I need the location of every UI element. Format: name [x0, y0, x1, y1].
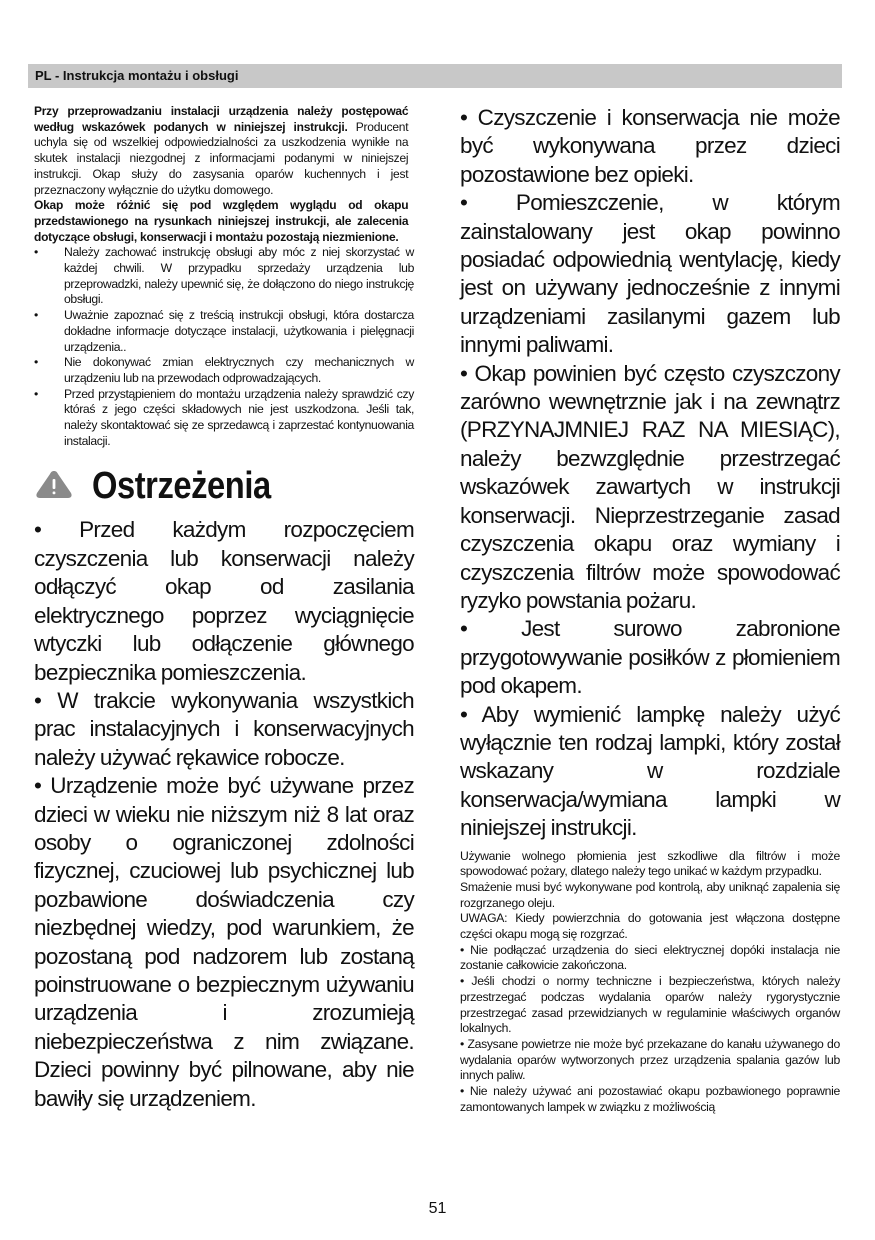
warning-triangle-icon — [34, 469, 74, 504]
small-warning-paragraph: • Zasysane powietrze nie może być przekazane do kanału używanego do wydalania oparów wytworzonych przez urządzenia spalania gazów lub innych paliw. — [460, 1037, 840, 1083]
small-warning-paragraph: Używanie wolnego płomienia jest szkodliwe dla filtrów i może spowodować pożary, dlatego należy tego unikać w każdym przypadku. — [460, 848, 840, 879]
intro-bold-paragraph — [34, 198, 408, 245]
warning-paragraph: • Przed każdym rozpoczęciem czyszczenia lub konserwacji należy odłączyć okap od zasilania elektrycznego poprzez wyciągnięcie wtyczki lub odłączenie głównego bezpiecznika pomieszczenia. — [34, 517, 414, 685]
warnings-title: Ostrzeżenia — [92, 465, 271, 508]
small-warning-paragraph: • Nie podłączać urządzenia do sieci elektrycznej dopóki instalacja nie zostanie całkowicie zakończona. — [460, 942, 840, 973]
warning-paragraph: • Pomieszczenie, w którym zainstalowany jest okap powinno posiadać odpowiednią wentylację, kiedy jest on używany jednocześnie z innymi urządzeniami zasilanymi gazem lub innymi paliwami. — [460, 190, 840, 358]
page-number: 51 — [428, 1200, 447, 1217]
intro-bold-text: Przy przeprowadzaniu instalacji urządzenia należy postępować według wskazówek podanych w niniejszej instrukcji. — [34, 104, 409, 134]
warning-paragraph: • Okap powinien być często czyszczony zarówno wewnętrznie jak i na zewnątrz (PRZYNAJMNIEJ RAZ NA MIESIĄC), należy bezwzględnie przestrzegać wskazówek zawartych w instrukcji konserwacji. Nieprzestrzeganie zasad czyszczenia okapu oraz wymiany i czyszczenia filtrów może spowodować ryzyko powstania pożaru. — [460, 360, 840, 613]
list-item: • Należy zachować instrukcję obsługi aby móc z niej skorzystać w każdej chwili. W przypadku sprzedaży urządzenia lub przeprowadzki, należy upewnić się, że dołączono do niego instrukcję obsługi. — [34, 245, 414, 308]
warning-paragraph: • Aby wymienić lampkę należy użyć wyłącznie ten rodzaj lampki, który został wskazany w rozdziale konserwacja/wymiana lampki w niniejszej instrukcji. — [460, 701, 840, 841]
intro-paragraph — [34, 104, 408, 198]
warning-paragraph: • W trakcie wykonywania wszystkich prac instalacyjnych i konserwacyjnych należy używać rękawice robocze. — [34, 687, 414, 770]
warning-paragraph: • Jest surowo zabronione przygotowywanie posiłków z płomieniem pod okapem. — [460, 616, 840, 699]
left-column — [34, 104, 414, 1113]
section-header — [28, 64, 842, 88]
list-item: • Uważnie zapoznać się z treścią instrukcji obsługi, która dostarcza dokładne informacje dotyczące instalacji, użytkowania i pielęgnacji urządzenia.. — [34, 308, 414, 355]
right-column — [460, 104, 840, 1116]
warning-paragraph: • Urządzenie może być używane przez dzieci w wieku nie niższym niż 8 lat oraz osoby o ograniczonej zdolności fizycznej, czuciowej lub psychicznej lub pozbawione doświadczenia czy niezbędnej wiedzy, pod warunkiem, że pozostaną pod nadzorem lub zostaną poinstruowane o bezpiecznym używaniu urządzenia i zrozumieją niebezpieczeństwa z nim związane. Dzieci powinny być pilnowane, aby nie bawiły się urządzeniem. — [34, 773, 414, 1111]
intro-normal-text: Producent uchyla się od wszelkiej odpowiedzialności za uszkodzenia wynikłe na skutek instalacji niezgodnej z informacjami podanymi w niniejszej instrukcji. Okap służy do zasysania oparów kuchennych i jest przeznaczony wyłącznie do użytku domowego. — [34, 119, 409, 197]
warnings-heading — [34, 465, 414, 508]
warning-paragraph: • Czyszczenie i konserwacja nie może być wykonywana przez dzieci pozostawione bez opieki. — [460, 105, 840, 187]
intro-bold-text-2: Okap może różnić się pod względem wyglądu od okapu przedstawionego na rysunkach niniejszej instrukcji, ale zalecenia dotyczące obsługi, konserwacji i montażu pozostają niezmienione. — [34, 198, 409, 244]
small-warning-paragraph: UWAGA: Kiedy powierzchnia do gotowania jest włączona dostępne części okapu mogą się rozgrzać. — [460, 911, 840, 942]
section-header-title: PL - Instrukcja montażu i obsługi — [35, 68, 239, 83]
list-item: • Przed przystąpieniem do montażu urządzenia należy sprawdzić czy któraś z jego części składowych nie jest uszkodzona. Jeśli tak, należy skontaktować się ze sprzedawcą i zaprzestać kontynuowania instalacji. — [34, 387, 414, 450]
list-item: • Nie dokonywać zmian elektrycznych czy mechanicznych w urządzeniu lub na przewodach odprowadzających. — [34, 355, 414, 386]
small-warning-paragraph: • Nie należy używać ani pozostawiać okapu pozbawionego poprawnie zamontowanych lampek w związku z możliwością — [460, 1084, 840, 1114]
small-warning-paragraph: • Jeśli chodzi o normy techniczne i bezpieczeństwa, których należy przestrzegać podczas wydalania oparów należy rygorystycznie przestrzegać zasad przewidzianych w regulaminie właściwych organów lokalnych. — [460, 974, 840, 1036]
small-warning-paragraph: Smażenie musi być wykonywane pod kontrolą, aby uniknąć zapalenia się rozgrzanego oleju. — [460, 879, 840, 910]
notes-list — [34, 245, 414, 449]
